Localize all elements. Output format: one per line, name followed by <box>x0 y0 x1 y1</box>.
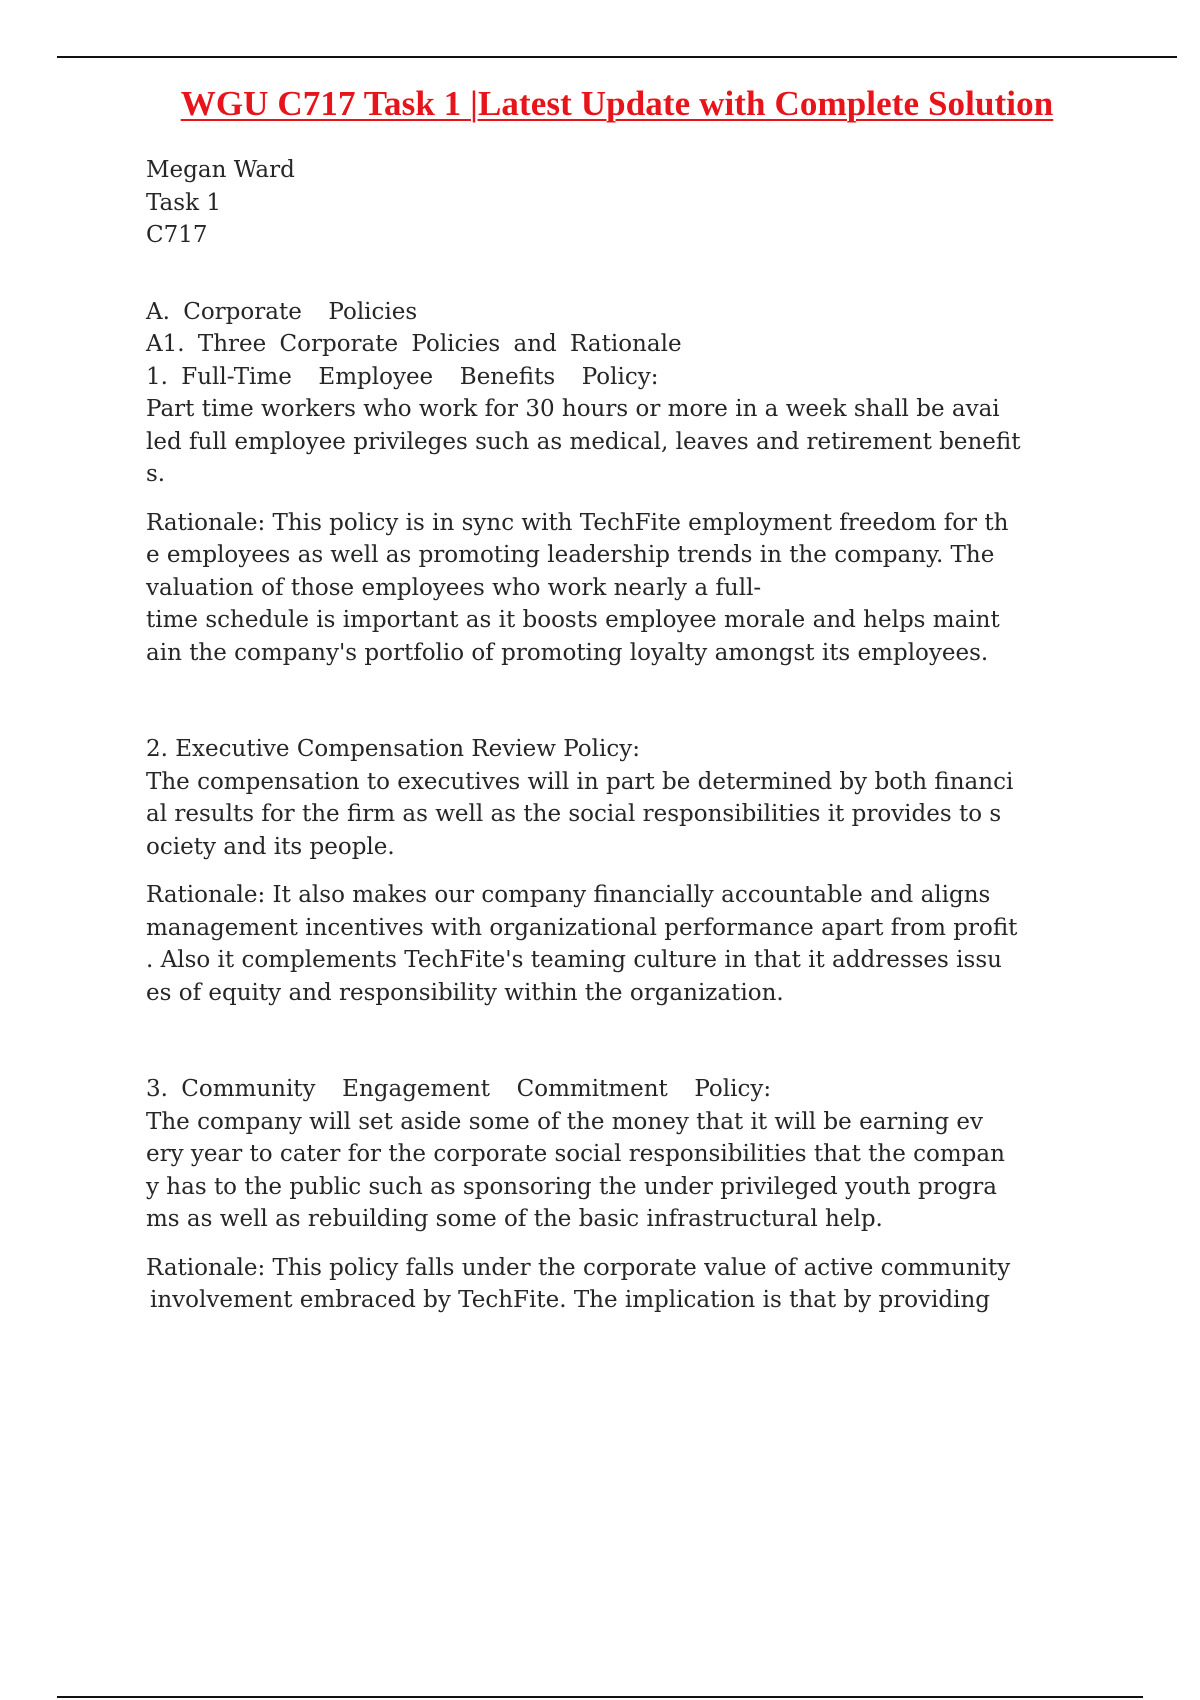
policy-3-text <box>146 1106 1094 1236</box>
policy-3-rationale <box>146 1252 1094 1317</box>
policy-1-text-line: led full employee privileges such as medical, leaves and retirement benefit <box>146 428 1021 455</box>
policy-1-rationale-line: valuation of those employees who work nearly a full- <box>146 574 762 601</box>
policy-2-rationale <box>146 879 1094 1009</box>
top-rule <box>57 56 1177 58</box>
policy-2-heading: 2. Executive Compensation Review Policy: <box>146 736 640 762</box>
policy-1-text <box>146 393 1094 491</box>
policy-2-rationale-line: es of equity and responsibility within the organization. <box>146 979 784 1006</box>
policy-1-rationale-line: e employees as well as promoting leadership trends in the company. The <box>146 542 995 568</box>
policy-1-rationale-line: ain the company's portfolio of promoting loyalty amongst its employees. <box>146 639 989 666</box>
task-label: Task 1 <box>146 189 221 216</box>
policy-2-text-line: ociety and its people. <box>146 833 395 860</box>
policy-2-text-line: The compensation to executives will in part be determined by both financi <box>146 768 1014 795</box>
policy-3-text-line: ery year to cater for the corporate social responsibilities that the compan <box>146 1141 1005 1167</box>
policy-2-text <box>146 766 1094 864</box>
course-code: C717 <box>146 222 208 248</box>
policy-2-rationale-line: . Also it complements TechFite's teaming culture in that it addresses issu <box>146 947 1002 973</box>
policy-3-heading: 3. Community Engagement Commitment Policy: <box>146 1076 772 1102</box>
policy-3-rationale-line: Rationale: This policy falls under the corporate value of active community <box>146 1254 1011 1281</box>
bottom-rule <box>57 1696 1143 1698</box>
policy-2-rationale-line: Rationale: It also makes our company financially accountable and aligns <box>146 882 991 908</box>
policy-1-rationale-line: time schedule is important as it boosts employee morale and helps maint <box>146 607 1000 633</box>
document-body <box>146 154 1094 1333</box>
subsection-heading: A1. Three Corporate Policies and Rationale <box>146 331 682 357</box>
policy-1-text-line: s. <box>146 461 166 487</box>
document-title: WGU C717 Task 1 |Latest Update with Complete Solution <box>180 84 1054 123</box>
policy-3-text-line: The company will set aside some of the money that it will be earning ev <box>146 1108 984 1135</box>
policy-1-rationale <box>146 507 1094 670</box>
policy-2-text-line: al results for the firm as well as the social responsibilities it provides to s <box>146 801 1002 827</box>
policy-3-text-line: ms as well as rebuilding some of the basic infrastructural help. <box>146 1206 883 1232</box>
author-name: Megan Ward <box>146 157 295 183</box>
section-heading: A. Corporate Policies <box>146 298 418 325</box>
policy-1-rationale-line: Rationale: This policy is in sync with TechFite employment freedom for th <box>146 509 1009 536</box>
policy-3-rationale-line: involvement embraced by TechFite. The implication is that by providing <box>150 1287 991 1313</box>
policy-2-rationale-line: management incentives with organizational performance apart from profit <box>146 914 1018 941</box>
policy-1-text-line: Part time workers who work for 30 hours or more in a week shall be avai <box>146 396 1000 422</box>
policy-3-text-line: y has to the public such as sponsoring the under privileged youth progra <box>146 1173 997 1200</box>
policy-1-heading: 1. Full-Time Employee Benefits Policy: <box>146 363 659 390</box>
